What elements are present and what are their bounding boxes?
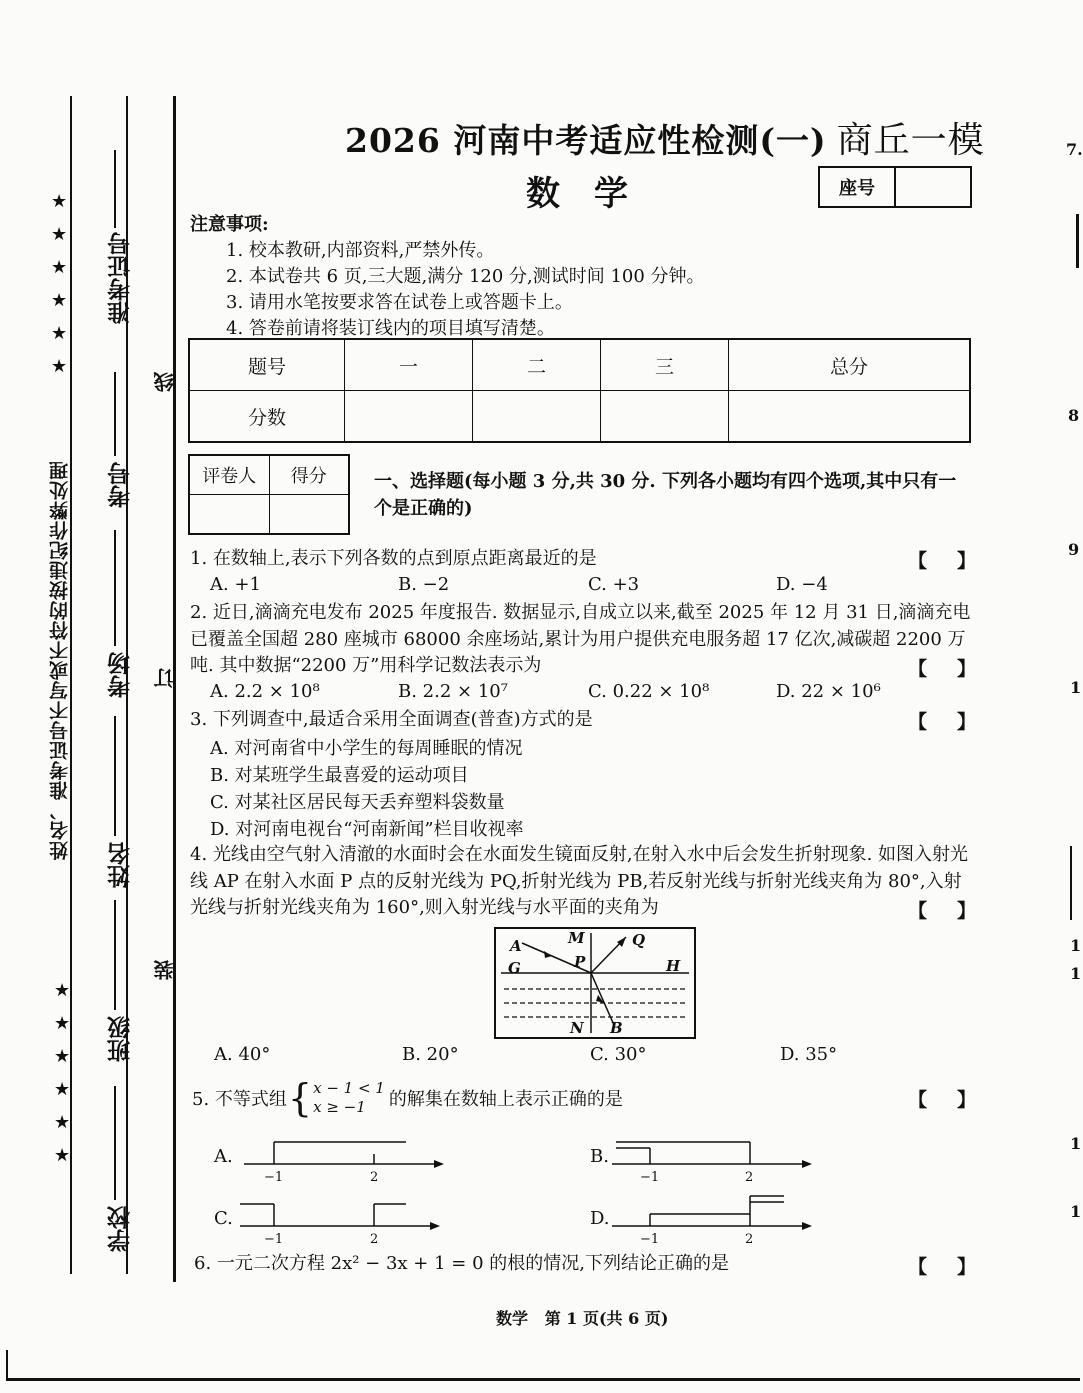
q1-option-c: C. +3 bbox=[588, 574, 640, 595]
score-cell[interactable] bbox=[729, 391, 970, 443]
q5-option-c-tick-left: −1 bbox=[264, 1232, 284, 1247]
question-4: 4. 光线由空气射入清澈的水面时会在水面发生镜面反射,在射入水中后会发生折射现象. 如图入射光线 AP 在射入水面 P 点的反射光线为 PQ,折射光线为 PB,若反射光线与折射光线夹角为 80°,入射光线与折射光线夹角为 160°,则入射光线与水平面的夹角为 bbox=[190, 844, 969, 918]
binding-warning: 姓名、准考证号不写或不符的按违纪作弊处理 bbox=[49, 460, 71, 860]
question-1: 1. 在数轴上,表示下列各数的点到原点距离最近的是 bbox=[190, 548, 597, 569]
score-cell[interactable] bbox=[473, 391, 601, 443]
q5-brace: { bbox=[287, 1076, 313, 1120]
page-bottom-rule bbox=[6, 1378, 1080, 1381]
section-one-heading: 一、选择题(每小题 3 分,共 30 分. 下列各小题均有四个选项,其中只有一个是正确的) bbox=[374, 471, 957, 519]
score-header-cell: 三 bbox=[601, 339, 729, 391]
page-bottom-left-edge bbox=[6, 1350, 8, 1380]
star-icon: ★ bbox=[54, 1112, 71, 1133]
grader-cell[interactable] bbox=[269, 495, 349, 535]
edge-number: 1 bbox=[1070, 1134, 1082, 1153]
field-name-line bbox=[114, 716, 116, 836]
fig-label-b: B bbox=[610, 1019, 623, 1037]
q5-option-b bbox=[590, 1134, 830, 1188]
score-table bbox=[188, 338, 971, 443]
star-icon: ★ bbox=[51, 257, 68, 278]
q5-option-d bbox=[590, 1190, 830, 1250]
edge-number: 9 bbox=[1068, 540, 1080, 559]
grader-row bbox=[189, 495, 349, 535]
field-school: 学校 bbox=[107, 1206, 134, 1252]
q3-option-d: D. 对河南电视台“河南新闻”栏目收视率 bbox=[210, 819, 524, 840]
edge-rule bbox=[1070, 846, 1072, 920]
q1-option-b: B. −2 bbox=[398, 574, 450, 595]
score-table-header-row bbox=[189, 339, 970, 391]
q5-option-c-label: C. bbox=[214, 1208, 233, 1229]
score-header-cell: 二 bbox=[473, 339, 601, 391]
score-header-cell: 总分 bbox=[729, 339, 970, 391]
q3-option-c: C. 对某社区居民每天丢弃塑料袋数量 bbox=[210, 792, 505, 813]
grader-label: 评卷人 bbox=[189, 455, 269, 495]
binding-mark-bind: 装 bbox=[153, 960, 177, 980]
q5-line2: x ≥ −1 bbox=[313, 1098, 366, 1116]
star-icon: ★ bbox=[51, 191, 68, 212]
q5-option-b-axis bbox=[612, 1134, 832, 1174]
score-header-cell: 题号 bbox=[189, 339, 345, 391]
edge-number: 1 bbox=[1070, 678, 1082, 697]
q5-option-d-tick-right: 2 bbox=[745, 1232, 754, 1247]
exam-title-main: 2026 河南中考适应性检测(一) bbox=[345, 121, 827, 160]
q3-option-a: A. 对河南省中小学生的每周睡眠的情况 bbox=[210, 738, 523, 759]
field-exam-number: 考号 bbox=[107, 462, 134, 508]
q5-prefix: 5. 不等式组 bbox=[192, 1089, 287, 1110]
q4-figure-svg bbox=[496, 929, 694, 1037]
score-header-cell: 一 bbox=[345, 339, 473, 391]
answer-bracket[interactable]: 【】 bbox=[908, 550, 1007, 572]
q5-option-a bbox=[214, 1134, 454, 1188]
question-5 bbox=[192, 1076, 623, 1120]
q5-system bbox=[313, 1079, 385, 1117]
grader-table bbox=[188, 454, 350, 535]
fig-label-n: N bbox=[570, 1019, 584, 1037]
score-cell[interactable] bbox=[345, 391, 473, 443]
q5-suffix: 的解集在数轴上表示正确的是 bbox=[388, 1089, 623, 1110]
notes-heading: 注意事项: bbox=[190, 214, 269, 235]
q5-option-b-tick-right: 2 bbox=[745, 1170, 754, 1185]
fig-label-a: A bbox=[510, 937, 522, 955]
q5-option-c-tick-right: 2 bbox=[370, 1232, 379, 1247]
q5-option-c bbox=[214, 1196, 454, 1250]
star-icon: ★ bbox=[51, 290, 68, 311]
score-row-label: 分数 bbox=[189, 391, 345, 443]
q1-option-d: D. −4 bbox=[776, 574, 828, 595]
question-3: 3. 下列调查中,最适合采用全面调查(普查)方式的是 bbox=[190, 709, 593, 730]
question-2: 2. 近日,滴滴充电发布 2025 年度报告. 数据显示,自成立以来,截至 2025 年 12 月 31 日,滴滴充电已覆盖全国超 280 座城市 68000 余座场站,累计为用户提供充电服务超 17 亿次,减碳超 2200 万吨. 其中数据“2200 万”用科学记数法表示为 bbox=[190, 602, 971, 676]
grader-header-row bbox=[189, 455, 349, 495]
grader-cell[interactable] bbox=[189, 495, 269, 535]
seat-number-label: 座号 bbox=[820, 168, 896, 206]
notes-block bbox=[190, 212, 705, 342]
star-icon: ★ bbox=[54, 1079, 71, 1100]
field-exam-id: 准考证号 bbox=[107, 232, 134, 324]
notes-item: 4. 答卷前请将装订线内的项目填写清楚。 bbox=[226, 318, 555, 339]
answer-bracket[interactable]: 【】 bbox=[908, 1256, 1007, 1278]
q4-figure bbox=[494, 927, 696, 1039]
q5-option-a-tick-left: −1 bbox=[264, 1170, 284, 1185]
binding-border-right bbox=[173, 96, 176, 1282]
seat-number-box bbox=[818, 166, 972, 208]
q5-line1: x − 1 < 1 bbox=[313, 1079, 385, 1097]
q3-option-b: B. 对某班学生最喜爱的运动项目 bbox=[210, 765, 469, 786]
q2-option-b: B. 2.2 × 10⁷ bbox=[398, 681, 508, 702]
answer-bracket[interactable]: 【】 bbox=[908, 658, 1007, 680]
star-icon: ★ bbox=[54, 980, 71, 1001]
fig-label-q: Q bbox=[632, 931, 646, 949]
q5-option-c-axis bbox=[240, 1196, 460, 1236]
q5-option-d-tick-left: −1 bbox=[640, 1232, 660, 1247]
notes-item: 1. 校本教研,内部资料,严禁外传。 bbox=[226, 240, 495, 261]
star-icon: ★ bbox=[54, 1046, 71, 1067]
fig-label-p: P bbox=[574, 953, 586, 971]
notes-item: 2. 本试卷共 6 页,三大题,满分 120 分,测试时间 100 分钟。 bbox=[226, 266, 705, 287]
field-name: 姓名 bbox=[107, 842, 134, 888]
answer-bracket[interactable]: 【】 bbox=[908, 711, 1007, 733]
q4-option-b: B. 20° bbox=[402, 1044, 459, 1065]
q5-option-d-axis bbox=[612, 1190, 832, 1236]
field-exam-number-line bbox=[114, 372, 116, 456]
edge-number: 1 bbox=[1070, 936, 1082, 955]
q2-option-d: D. 22 × 10⁶ bbox=[776, 681, 881, 702]
field-school-line bbox=[114, 1086, 116, 1200]
page-footer: 数学 第 1 页(共 6 页) bbox=[496, 1309, 669, 1328]
q5-option-d-label: D. bbox=[590, 1208, 610, 1229]
star-icon: ★ bbox=[51, 323, 68, 344]
binding-mark-line: 线 bbox=[153, 372, 177, 392]
q5-option-a-label: A. bbox=[214, 1146, 233, 1167]
q4-option-c: C. 30° bbox=[590, 1044, 647, 1065]
fig-label-g: G bbox=[508, 959, 521, 977]
subject-title: 数学 bbox=[526, 174, 662, 214]
q5-option-a-axis bbox=[244, 1134, 444, 1174]
edge-number: 7. bbox=[1066, 140, 1083, 159]
field-class: 班级 bbox=[107, 1016, 134, 1062]
edge-number: 1 bbox=[1070, 1202, 1082, 1221]
field-exam-room: 考场 bbox=[107, 652, 134, 698]
binding-mark-staple: 订 bbox=[153, 668, 177, 688]
seat-number-field[interactable] bbox=[896, 168, 970, 206]
answer-bracket[interactable]: 【】 bbox=[908, 1089, 1007, 1111]
score-table-row bbox=[189, 391, 970, 443]
q5-option-b-tick-left: −1 bbox=[640, 1170, 660, 1185]
star-icon: ★ bbox=[51, 224, 68, 245]
edge-number: 1 bbox=[1070, 964, 1082, 983]
question-6: 6. 一元二次方程 2x² − 3x + 1 = 0 的根的情况,下列结论正确的是 bbox=[194, 1253, 729, 1274]
q1-option-a: A. +1 bbox=[210, 574, 261, 595]
field-exam-id-line bbox=[114, 150, 116, 228]
q4-option-a: A. 40° bbox=[214, 1044, 271, 1065]
fig-label-h: H bbox=[666, 957, 681, 975]
q2-option-c: C. 0.22 × 10⁸ bbox=[588, 681, 710, 702]
grader-score-label: 得分 bbox=[269, 455, 349, 495]
notes-item: 3. 请用水笔按要求答在试卷上或答题卡上。 bbox=[226, 292, 573, 313]
q2-option-a: A. 2.2 × 10⁸ bbox=[210, 681, 320, 702]
star-icon: ★ bbox=[54, 1145, 71, 1166]
q5-option-b-label: B. bbox=[590, 1146, 609, 1167]
star-icon: ★ bbox=[51, 356, 68, 377]
edge-number: 8 bbox=[1068, 406, 1080, 425]
fig-label-m: M bbox=[568, 929, 585, 947]
q4-option-d: D. 35° bbox=[780, 1044, 838, 1065]
score-cell[interactable] bbox=[601, 391, 729, 443]
exam-title bbox=[345, 112, 985, 163]
edge-rule bbox=[1076, 214, 1079, 268]
field-class-line bbox=[114, 900, 116, 1010]
exam-title-suffix: 商丘一模 bbox=[836, 120, 985, 161]
field-exam-room-line bbox=[114, 530, 116, 646]
q5-option-a-tick-right: 2 bbox=[370, 1170, 379, 1185]
star-icon: ★ bbox=[54, 1013, 71, 1034]
answer-bracket[interactable]: 【】 bbox=[908, 900, 1007, 922]
